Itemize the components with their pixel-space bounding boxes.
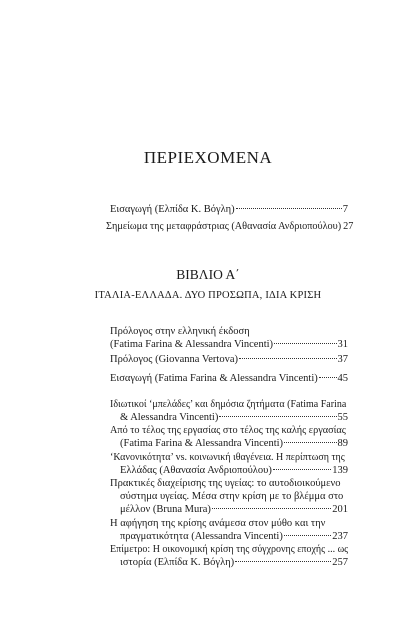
toc-entry-text: μέλλον (Bruna Mura) [120, 504, 211, 515]
toc-page-number: 237 [332, 531, 348, 542]
book-subtitle: ΙΤΑΛΙΑ-ΕΛΛΑΔΑ. ΔΥΟ ΠΡΟΣΩΠΑ, ΙΔΙΑ ΚΡΙΣΗ [94, 290, 322, 301]
toc-entry-text: Πρακτικές διαχείρισης της υγείας: το αυτοδιοικούμενο [110, 478, 341, 489]
toc-entry [110, 517, 348, 543]
toc-entry-text: Η αφήγηση της κρίσης ανάμεσα στον μύθο και την [110, 518, 326, 529]
toc-page-number: 55 [337, 412, 348, 423]
toc-entry-text: Πρόλογος (Giovanna Vertova) [110, 354, 238, 365]
page-title: ΠΕΡΙΕΧΟΜΕΝΑ [143, 148, 273, 167]
toc-entry [110, 477, 348, 516]
dot-leader [212, 508, 331, 509]
toc-page-number: 89 [337, 438, 348, 449]
toc-entry [110, 451, 348, 477]
toc-entry-text: ιστορία (Ελπίδα Κ. Βόγλη) [120, 557, 235, 568]
toc-entry-text: Ελλάδας (Αθανασία Ανδριοπούλου) [120, 465, 272, 476]
toc-page-number: 7 [342, 204, 348, 215]
dot-leader [274, 343, 336, 344]
dot-leader [273, 469, 331, 470]
dot-leader [284, 442, 336, 443]
dot-leader [235, 561, 331, 562]
toc-entry [106, 220, 352, 233]
toc-entry-text: Εισαγωγή (Fatima Farina & Alessandra Vincenti) [110, 373, 318, 384]
toc-entry-text: (Fatima Farina & Alessandra Vincenti) [110, 339, 274, 350]
book-heading: ΒΙΒΛΙΟ Α΄ [176, 267, 240, 282]
toc-page-number: 27 [343, 221, 354, 232]
toc-entry-text: σύστημα υγείας. Μέσα στην κρίση με το βλέμμα στο [120, 491, 344, 502]
dot-leader [319, 377, 337, 378]
toc-entry [110, 372, 348, 385]
toc-entry-text: Από το τέλος της εργασίας στο τέλος της καλής εργασίας [110, 425, 346, 436]
toc-entry [110, 325, 348, 351]
dot-leader [236, 208, 342, 209]
toc-entry [110, 398, 348, 424]
toc-entry-text: Εισαγωγή (Ελπίδα Κ. Βόγλη) [110, 204, 235, 215]
toc-entry [110, 424, 348, 450]
toc-page-number: 45 [337, 373, 348, 384]
toc-entry [110, 353, 348, 366]
toc-page-number: 37 [337, 354, 348, 365]
toc-entry-text: πραγματικότητα (Alessandra Vincenti) [120, 531, 283, 542]
dot-leader [239, 358, 337, 359]
toc-page-number: 257 [332, 557, 348, 568]
toc-entry [110, 203, 348, 216]
toc-entry-text: Ιδιωτικοί ‘μπελάδες’ και δημόσια ζητήματα (Fatima Farina [110, 399, 347, 410]
toc-entry-text: Επίμετρο: Η οικονομική κρίση της σύγχρονης εποχής ... ως [110, 544, 349, 555]
toc-entry-text: (Fatima Farina & Alessandra Vincenti) [120, 438, 284, 449]
toc-entry-text: Πρόλογος στην ελληνική έκδοση [110, 326, 250, 337]
toc-entry [110, 543, 348, 569]
toc-page-number: 139 [332, 465, 348, 476]
toc-page-number: 31 [337, 339, 348, 350]
dot-leader [284, 535, 331, 536]
toc-entry-text: & Alessandra Vincenti) [120, 412, 219, 423]
toc-entry-text: Σημείωμα της μεταφράστριας (Αθανασία Ανδριοπούλου) [106, 221, 342, 232]
dot-leader [219, 416, 336, 417]
toc-entry-text: ‘Κανονικότητα’ vs. κοινωνική ιθαγένεια. Η περίπτωση της [110, 452, 345, 463]
toc-page-number: 201 [332, 504, 348, 515]
